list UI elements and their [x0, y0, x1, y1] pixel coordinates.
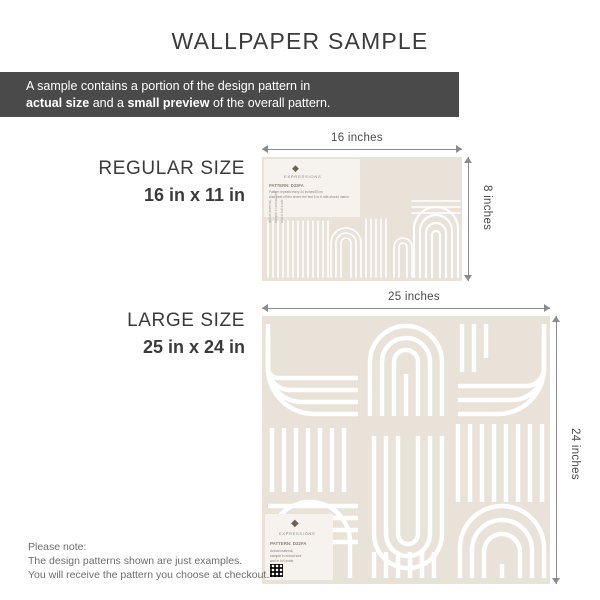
- footer-line-1: Please note:: [28, 541, 87, 553]
- large-card-pattern-code: PATTERN: D32FA: [270, 541, 307, 546]
- large-sample-swatch: [262, 316, 550, 584]
- regular-height-arrow: [463, 157, 472, 281]
- regular-card-footnote-3: and in full scale.: [280, 198, 284, 223]
- large-height-arrow: [551, 316, 560, 584]
- large-width-label: 25 inches: [388, 291, 440, 303]
- regular-height-label: 8 inches: [481, 185, 493, 231]
- notice-bar: [0, 72, 459, 117]
- notice-line-2: [26, 95, 459, 112]
- brand-logo-icon-large: ◆: [291, 518, 299, 529]
- footer-line-3: You will receive the pattern you choose at checkout.: [28, 569, 270, 581]
- notice-text-end: of the overall pattern.: [209, 95, 331, 110]
- regular-info-card: [264, 159, 360, 217]
- qr-code: [270, 564, 283, 577]
- page-title: WALLPAPER SAMPLE: [171, 28, 429, 54]
- regular-card-footnote-2: sample in actual size: [274, 191, 278, 223]
- large-width-arrow: [262, 303, 550, 312]
- large-size-dims: 25 in x 24 in: [142, 337, 245, 357]
- regular-card-brand: EXPRESSIONS: [284, 174, 322, 179]
- footer-line-2: The design patterns shown are just examples.: [28, 555, 243, 567]
- regular-card-line-2: Also peel-off the sheet, the first 5 or 6 rolls should match.: [269, 195, 350, 199]
- notice-line-1: A sample contains a portion of the design pattern in: [26, 78, 311, 93]
- notice-text-mid: and a: [89, 95, 128, 110]
- notice-emphasis-small-preview: small preview: [127, 95, 210, 110]
- regular-card-pattern-code: PATTERN: D32FA: [269, 183, 304, 188]
- regular-width-arrow: [262, 144, 462, 153]
- large-card-line-1: Actual material,: [270, 549, 294, 553]
- notice-emphasis-actual-size: actual size: [26, 95, 90, 110]
- brand-logo-icon: ◆: [292, 163, 299, 173]
- large-height-label: 24 inches: [569, 428, 581, 480]
- large-card-brand: EXPRESSIONS: [279, 531, 316, 536]
- large-card-line-3: and in full scale.: [270, 559, 295, 563]
- regular-card-line-1: Pattern repeats every 24 inches/57cm: [269, 190, 323, 194]
- footer-note: [28, 540, 269, 582]
- large-info-card: [265, 514, 333, 580]
- regular-sample-swatch: [262, 157, 462, 281]
- large-size-name: LARGE SIZE: [127, 310, 245, 331]
- regular-size-name: REGULAR SIZE: [98, 158, 245, 179]
- regular-card-footnote-1: Actual material,: [268, 199, 272, 223]
- large-size-heading: [60, 310, 245, 358]
- regular-size-heading: [60, 158, 245, 206]
- regular-size-dims: 16 in x 11 in: [143, 185, 245, 205]
- large-card-line-2: sample in actual size: [270, 554, 302, 558]
- regular-width-label: 16 inches: [331, 132, 383, 144]
